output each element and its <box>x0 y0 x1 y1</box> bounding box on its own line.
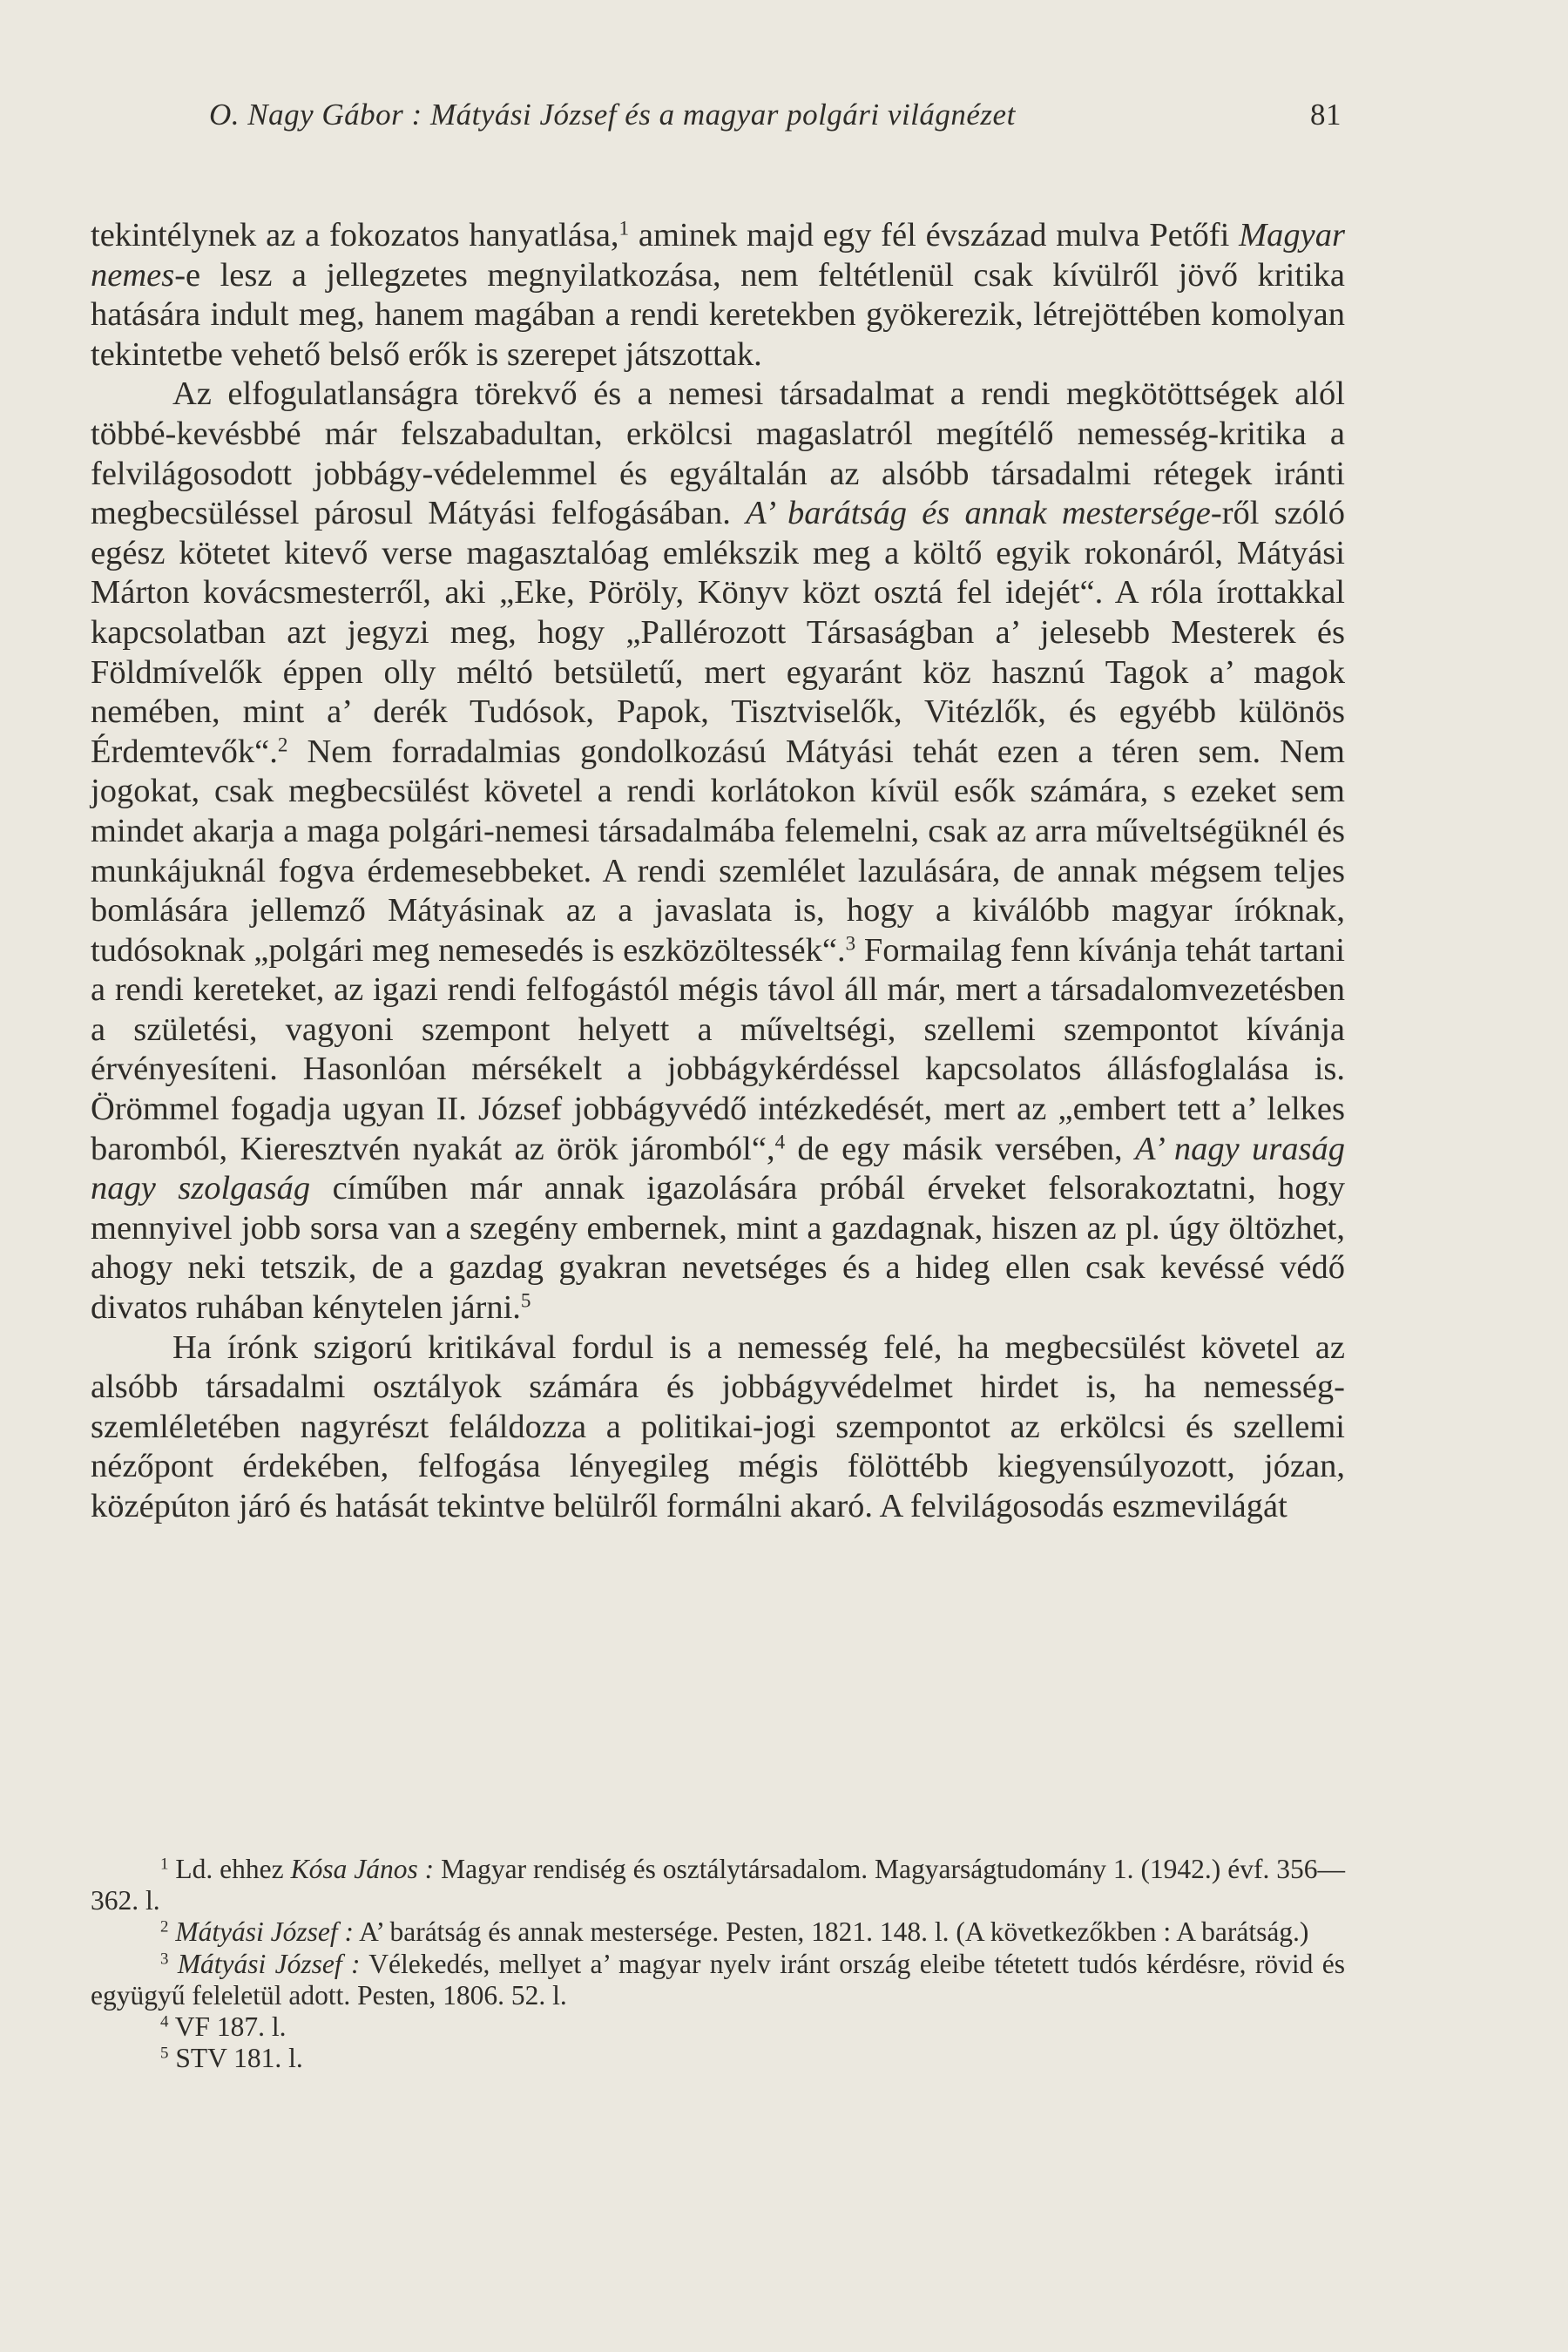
text-run: aminek majd egy fél évszázad mulva Petőfi <box>629 217 1240 253</box>
footnote-5 <box>91 2043 1345 2074</box>
paragraph-1 <box>91 216 1345 375</box>
footnote-3 <box>91 1949 1345 2011</box>
title-nagy-urasag: A’ nagy uraság nagy szolgaság <box>91 1130 1345 1207</box>
text-run: Formailag fenn kívánja tehát tartani a rendi kereteket, az igazi rendi felfogástól mégis távol áll már, mert a társadalomvezetésben a születési, vagyoni szempont helyett a műveltségi, szellemi szempontot kívánja érvényesíteni. Hasonlóan mérsékelt a jobbágykérdéssel kapcsolatos állásfoglalása is. Örömmel fogadja ugyan II. József jobbágyvédő intézkedését, mert az „embert tett a’ lelkes baromból, Kieresztvén nyakát az örök járomból“, <box>91 931 1345 1167</box>
title-a-baratsag: A’ barátság és annak mestersége <box>746 495 1211 532</box>
footnote-number: 1 <box>160 1855 169 1874</box>
footnote-ref-1: 1 <box>618 216 630 240</box>
footnote-ref-5: 5 <box>520 1288 531 1312</box>
footnote-number: 4 <box>160 2012 169 2031</box>
page-number: 81 <box>1310 98 1342 132</box>
footnote-prefix: Ld. ehhez <box>175 1854 291 1884</box>
text-run: Az elfogulatlanságra törekvő és a nemesi társadalmat a rendi megkötöttségek alól többé-kevésbbé már felszabadultan, erkölcsi magaslatról megítélő nemesség-kritika a felvilágosodott jobbágy-védelemmel és egyáltalán az alsóbb társadalmi rétegek iránti megbecsüléssel párosul Mátyási felfogásában. <box>91 375 1345 532</box>
footnote-text: A’ barátság és annak mestersége. Pesten, 1821. 148. l. (A következőkben : A barátság.) <box>354 1916 1309 1948</box>
footnote-number: 5 <box>160 2044 169 2063</box>
footnote-ref-4: 4 <box>774 1129 786 1152</box>
body-text <box>91 216 1345 1527</box>
footnote-number: 3 <box>160 1950 169 1969</box>
text-run: tekintélynek az a fokozatos hanyatlása, <box>91 217 619 253</box>
footnote-2 <box>91 1916 1345 1948</box>
text-run: -e lesz a jellegzetes megnyilatkozása, nem feltétlenül csak kívülről jövő kritika hatására indult meg, hanem magában a rendi keretekben gyökerezik, létrejöttében komolyan tekintetbe vehető belső erők is szerepet játszottak. <box>91 256 1345 373</box>
running-title: O. Nagy Gábor : Mátyási József és a magyar polgári világnézet <box>209 98 1016 132</box>
footnote-author: Mátyási József : <box>175 1916 355 1948</box>
footnote-text: STV 181. l. <box>175 2043 303 2074</box>
page-header <box>209 98 1342 146</box>
footnote-text: Magyar rendiség és osztálytársadalom. Magyarságtudomány 1. (1942.) évf. 356—362. l. <box>91 1854 1345 1916</box>
paragraph-2 <box>91 375 1345 1328</box>
footnote-ref-2: 2 <box>277 733 288 756</box>
title-magyar-nemes: Magyar nemes <box>91 217 1345 294</box>
footnote-1 <box>91 1854 1345 1916</box>
text-run: Nem forradalmias gondolkozású Mátyási tehát ezen a téren sem. Nem jogokat, csak megbecsülést követel a rendi korlátokon kívül esők számára, s ezeket sem mindet akarja a maga polgári-nemesi társadalmába felemelni, csak az arra műveltségüknél és munkájuknál fogva érdemesebbeket. A rendi szemlélet lazulására, de annak mégsem teljes bomlására jellemző Mátyásinak az a javaslata is, hogy a kiválóbb magyar íróknak, tudósoknak „polgári meg nemesedés is eszközöltessék“. <box>91 733 1345 969</box>
footnote-author: Mátyási József : <box>177 1948 361 1979</box>
footnote-4 <box>91 2011 1345 2043</box>
footnotes <box>91 1854 1345 2074</box>
paragraph-3: Ha írónk szigorú kritikával fordul is a nemesség felé, ha megbecsülést követel az alsóbb társadalmi osztályok számára és jobbágyvédelmet hirdet is, ha nemesség-szemléletében nagyrészt feláldozza a politikai-jogi szempontot az erkölcsi és szellemi nézőpont érdekében, felfogása lényegileg mégis fölöttébb kiegyensúlyozott, józan, középúton járó és hatását tekintve belülről formálni akaró. A felvilágosodás eszmevilágát <box>91 1328 1345 1524</box>
footnote-number: 2 <box>160 1918 169 1937</box>
text-run: címűben már annak igazolására próbál érveket felsorakoztatni, hogy mennyivel jobb sorsa van a szegény embernek, mint a gazdagnak, hiszen az pl. úgy öltözhet, ahogy neki tetszik, de a gazdag gyakran nevetséges és a hideg ellen csak kevéssé védő divatos ruhában kénytelen járni. <box>91 1170 1346 1327</box>
footnote-text: VF 187. l. <box>174 2011 287 2043</box>
footnote-text: Vélekedés, mellyet a’ magyar nyelv iránt ország eleibe tétetett tudós kérdésre, rövid és együgyű feleletül adott. Pesten, 1806. 52. l. <box>91 1948 1345 2011</box>
text-run: de egy másik versében, <box>785 1130 1135 1167</box>
footnote-author: Kósa János : <box>290 1854 435 1884</box>
footnote-ref-3: 3 <box>845 930 856 954</box>
text-run: -ről szóló egész kötetet kitevő verse magasztalóag emlékszik meg a költő egyik rokonáról, Mátyási Márton kovácsmesterről, aki „Eke, Pöröly, Könyv közt osztá fel idejét“. A róla írottakkal kapcsolatban azt jegyzi meg, hogy „Pallérozott Társaságban a’ jelesebb Mesterek és Földmívelők éppen olly méltó betsületű, mert egyaránt köz hasznú Tagok a’ magok nemében, mint a’ derék Tudósok, Papok, Tisztviselők, Vitézlők, és egyébb különös Érdemtevők“. <box>91 495 1345 770</box>
